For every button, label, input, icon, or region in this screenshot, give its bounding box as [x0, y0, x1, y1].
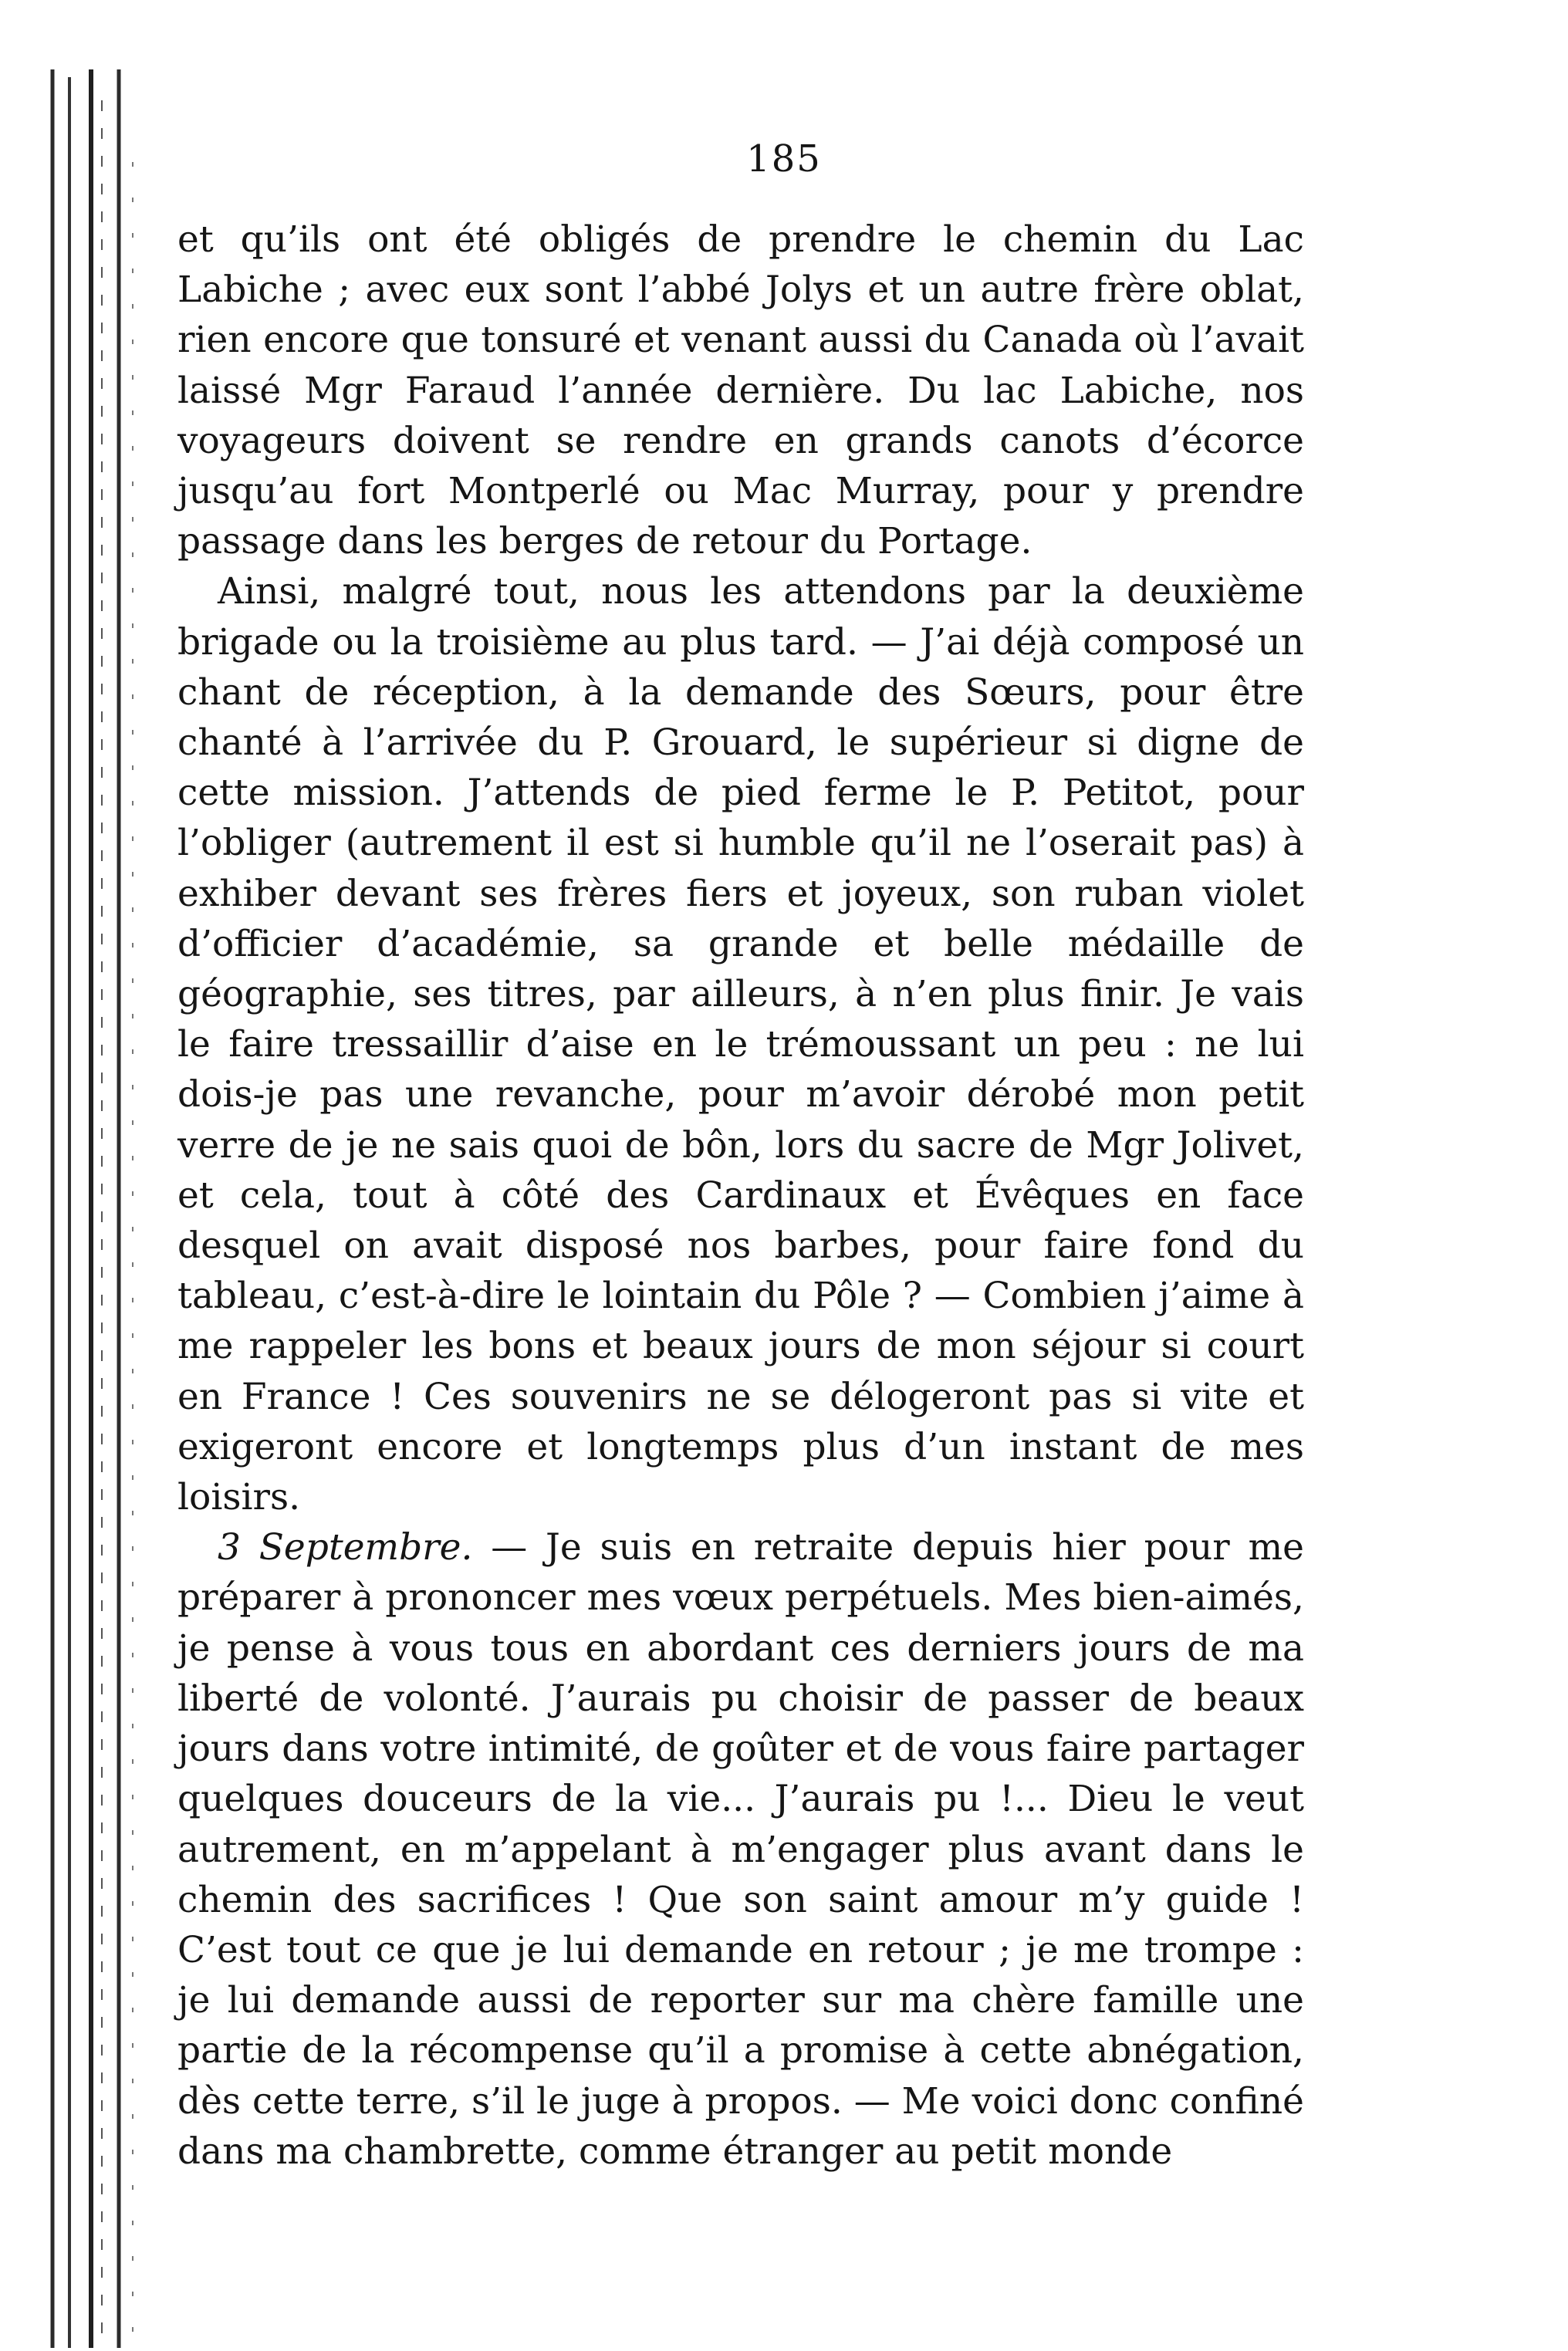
- paragraph-text: et qu’ils ont été obligés de prendre le chemin du Lac Labiche ; avec eux sont l’abbé Jolys et un autre frère oblat, rien encore que tonsuré et venant aussi du Canada où l’avait laissé Mgr Faraud l’année dernière. Du lac Labiche, nos voyageurs doivent se rendre en grands canots d’écorce jusqu’au fort Montperlé ou Mac Murray, pour y prendre passage dans les berges de retour du Portage.: [177, 218, 1304, 563]
- page-number: 185: [746, 137, 822, 181]
- body-text: [177, 214, 1304, 2177]
- paragraph-text: — Je suis en retraite depuis hier pour me préparer à prononcer mes vœux perpétuels. Mes bien-aimés, je pense à vous tous en abordant ces derniers jours de ma liberté de volonté. J’aurais pu choisir de passer de beaux jours dans votre intimité, de goûter et de vous faire partager quelques douceurs de la vie... J’aurais pu !... Dieu le veut autrement, en m’appelant à m’engager plus avant dans le chemin des sacrifices ! Que son saint amour m’y guide ! C’est tout ce que je lui demande en retour ; je me trompe : je lui demande aussi de reporter sur ma chère famille une partie de la récompense qu’il a promise à cette abnégation, dès cette terre, s’il le juge à propos. — Me voici donc confiné dans ma chambrette, comme étranger au petit monde: [177, 1526, 1304, 2173]
- book-binding-edge: [46, 69, 147, 2348]
- paragraph-dated: [177, 1522, 1304, 2177]
- entry-date: 3 Septembre.: [218, 1526, 473, 1569]
- paragraph: [177, 566, 1304, 1522]
- paragraph-continued: [177, 214, 1304, 566]
- paragraph-text: Ainsi, malgré tout, nous les attendons par la deuxième brigade ou la troisième au plus tard. — J’ai déjà composé un chant de réception, à la demande des Sœurs, pour être chanté à l’arrivée du P. Grouard, le supérieur si digne de cette mission. J’attends de pied ferme le P. Petitot, pour l’obliger (autrement il est si humble qu’il ne l’oserait pas) à exhiber devant ses frères fiers et joyeux, son ruban violet d’officier d’académie, sa grande et belle médaille de géographie, ses titres, par ailleurs, à n’en plus finir. Je vais le faire tressaillir d’aise en le trémoussant un peu : ne lui dois-je pas une revanche, pour m’avoir dérobé mon petit verre de je ne sais quoi de bôn, lors du sacre de Mgr Jolivet, et cela, tout à côté des Cardinaux et Évêques en face desquel on avait disposé nos barbes, pour faire fond du tableau, c’est-à-dire le lointain du Pôle ? — Combien j’aime à me rappeler les bons et beaux jours de mon séjour si court en France ! Ces souvenirs ne se délogeront pas si vite et exigeront encore et longtemps plus d’un instant de mes loisirs.: [177, 570, 1304, 1519]
